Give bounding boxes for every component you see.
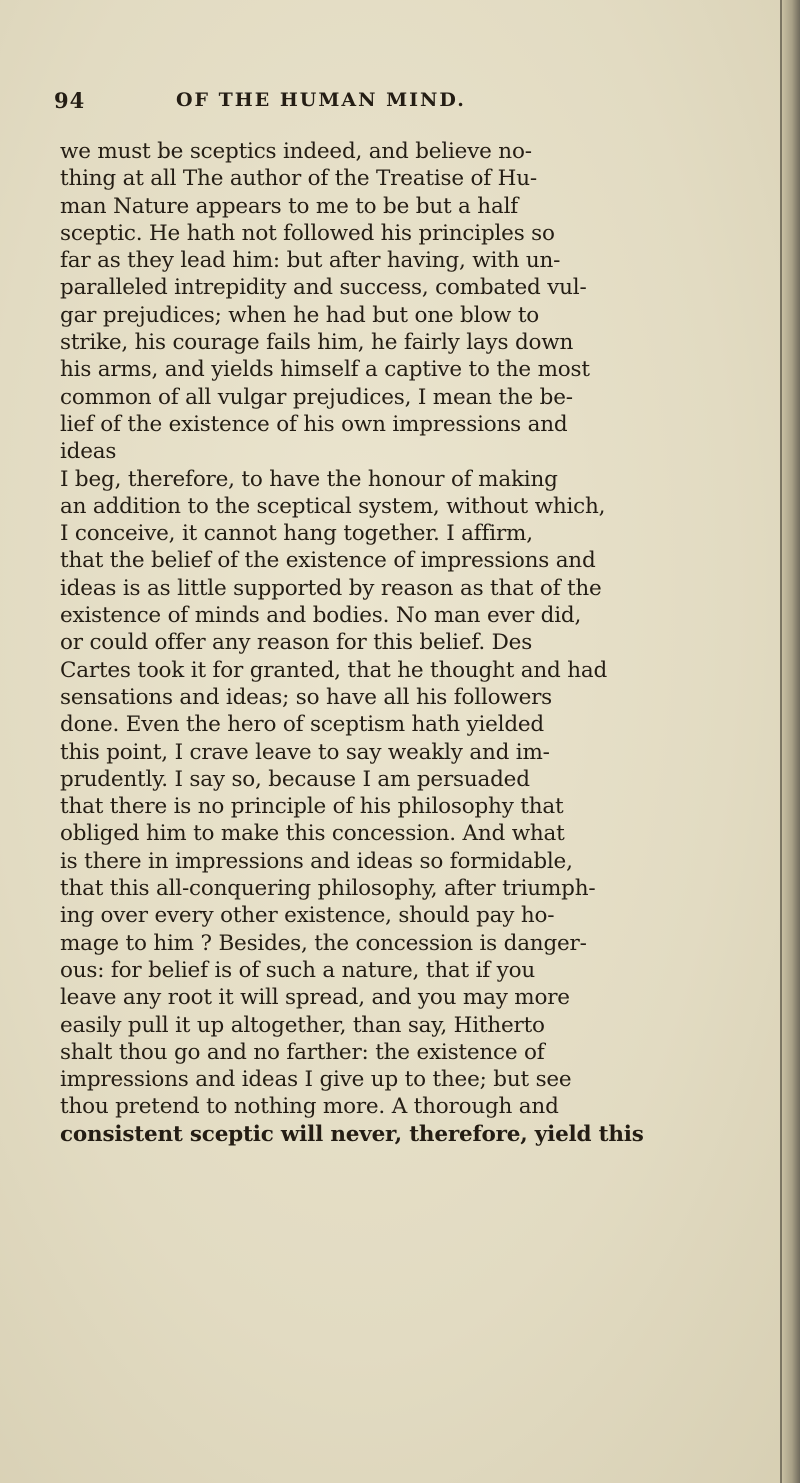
text-line: far as they lead him: but after having, with un- (60, 248, 561, 274)
text-line: easily pull it up altogether, than say, Hitherto (60, 1012, 545, 1038)
text-line: consistent sceptic will never, therefore, yield this (60, 1121, 644, 1147)
text-line: strike, his courage fails him, he fairly lays down (60, 330, 574, 356)
text-line: I conceive, it cannot hang together. I affirm, (60, 521, 533, 547)
text-line: an addition to the sceptical system, without which, (60, 493, 606, 519)
text-line: that the belief of the existence of impressions and (60, 548, 596, 574)
text-line: I beg, therefore, to have the honour of making (60, 466, 558, 492)
text-line: that there is no principle of his philosophy that (60, 794, 564, 820)
text-line: ideas (60, 439, 117, 465)
text-line: common of all vulgar prejudices, I mean the be- (60, 384, 573, 410)
text-line: obliged him to make this concession. And what (60, 821, 565, 847)
text-line: shalt thou go and no farther: the existence of (60, 1039, 545, 1065)
text-line: lief of the existence of his own impressions and (60, 411, 568, 437)
text-line: that this all-conquering philosophy, after triumph- (60, 876, 596, 902)
text-line: sceptic. He hath not followed his principles so (60, 220, 555, 246)
text-line: thing at all The author of the Treatise of Hu- (60, 166, 537, 192)
text-line: existence of minds and bodies. No man ever did, (60, 603, 582, 629)
text-line: ing over every other existence, should pay ho- (60, 903, 555, 929)
text-line: leave any root it will spread, and you may more (60, 985, 570, 1011)
text-line: done. Even the hero of sceptism hath yielded (60, 712, 544, 738)
text-line: man Nature appears to me to be but a half (60, 193, 519, 219)
text-line: gar prejudices; when he had but one blow to (60, 302, 540, 328)
text-line: thou pretend to nothing more. A thorough and (60, 1094, 559, 1120)
text-line: ous: for belief is of such a nature, that if you (60, 957, 536, 983)
page-header (54, 88, 754, 120)
text-line: mage to him ? Besides, the concession is danger- (60, 930, 587, 956)
page-number: 94 (54, 88, 86, 113)
running-head: OF THE HUMAN MIND. (176, 89, 466, 111)
text-line: ideas is as little supported by reason as that of the (60, 575, 602, 601)
text-line: we must be sceptics indeed, and believe no- (60, 139, 532, 164)
text-line: prudently. I say so, because I am persuaded (60, 766, 530, 792)
page-edge-shadow (780, 0, 800, 1483)
text-line: Cartes took it for granted, that he thought and had (60, 657, 608, 683)
text-line: impressions and ideas I give up to thee; but see (60, 1067, 572, 1093)
text-line: sensations and ideas; so have all his followers (60, 684, 552, 710)
text-line: or could offer any reason for this belief. Des (60, 630, 533, 656)
text-line: paralleled intrepidity and success, combated vul- (60, 275, 587, 301)
page-edge-line (780, 0, 782, 1483)
text-line: his arms, and yields himself a captive to the most (60, 357, 590, 383)
text-line: this point, I crave leave to say weakly and im- (60, 739, 550, 765)
text-line: is there in impressions and ideas so formidable, (60, 848, 573, 874)
body-text (60, 138, 780, 1148)
